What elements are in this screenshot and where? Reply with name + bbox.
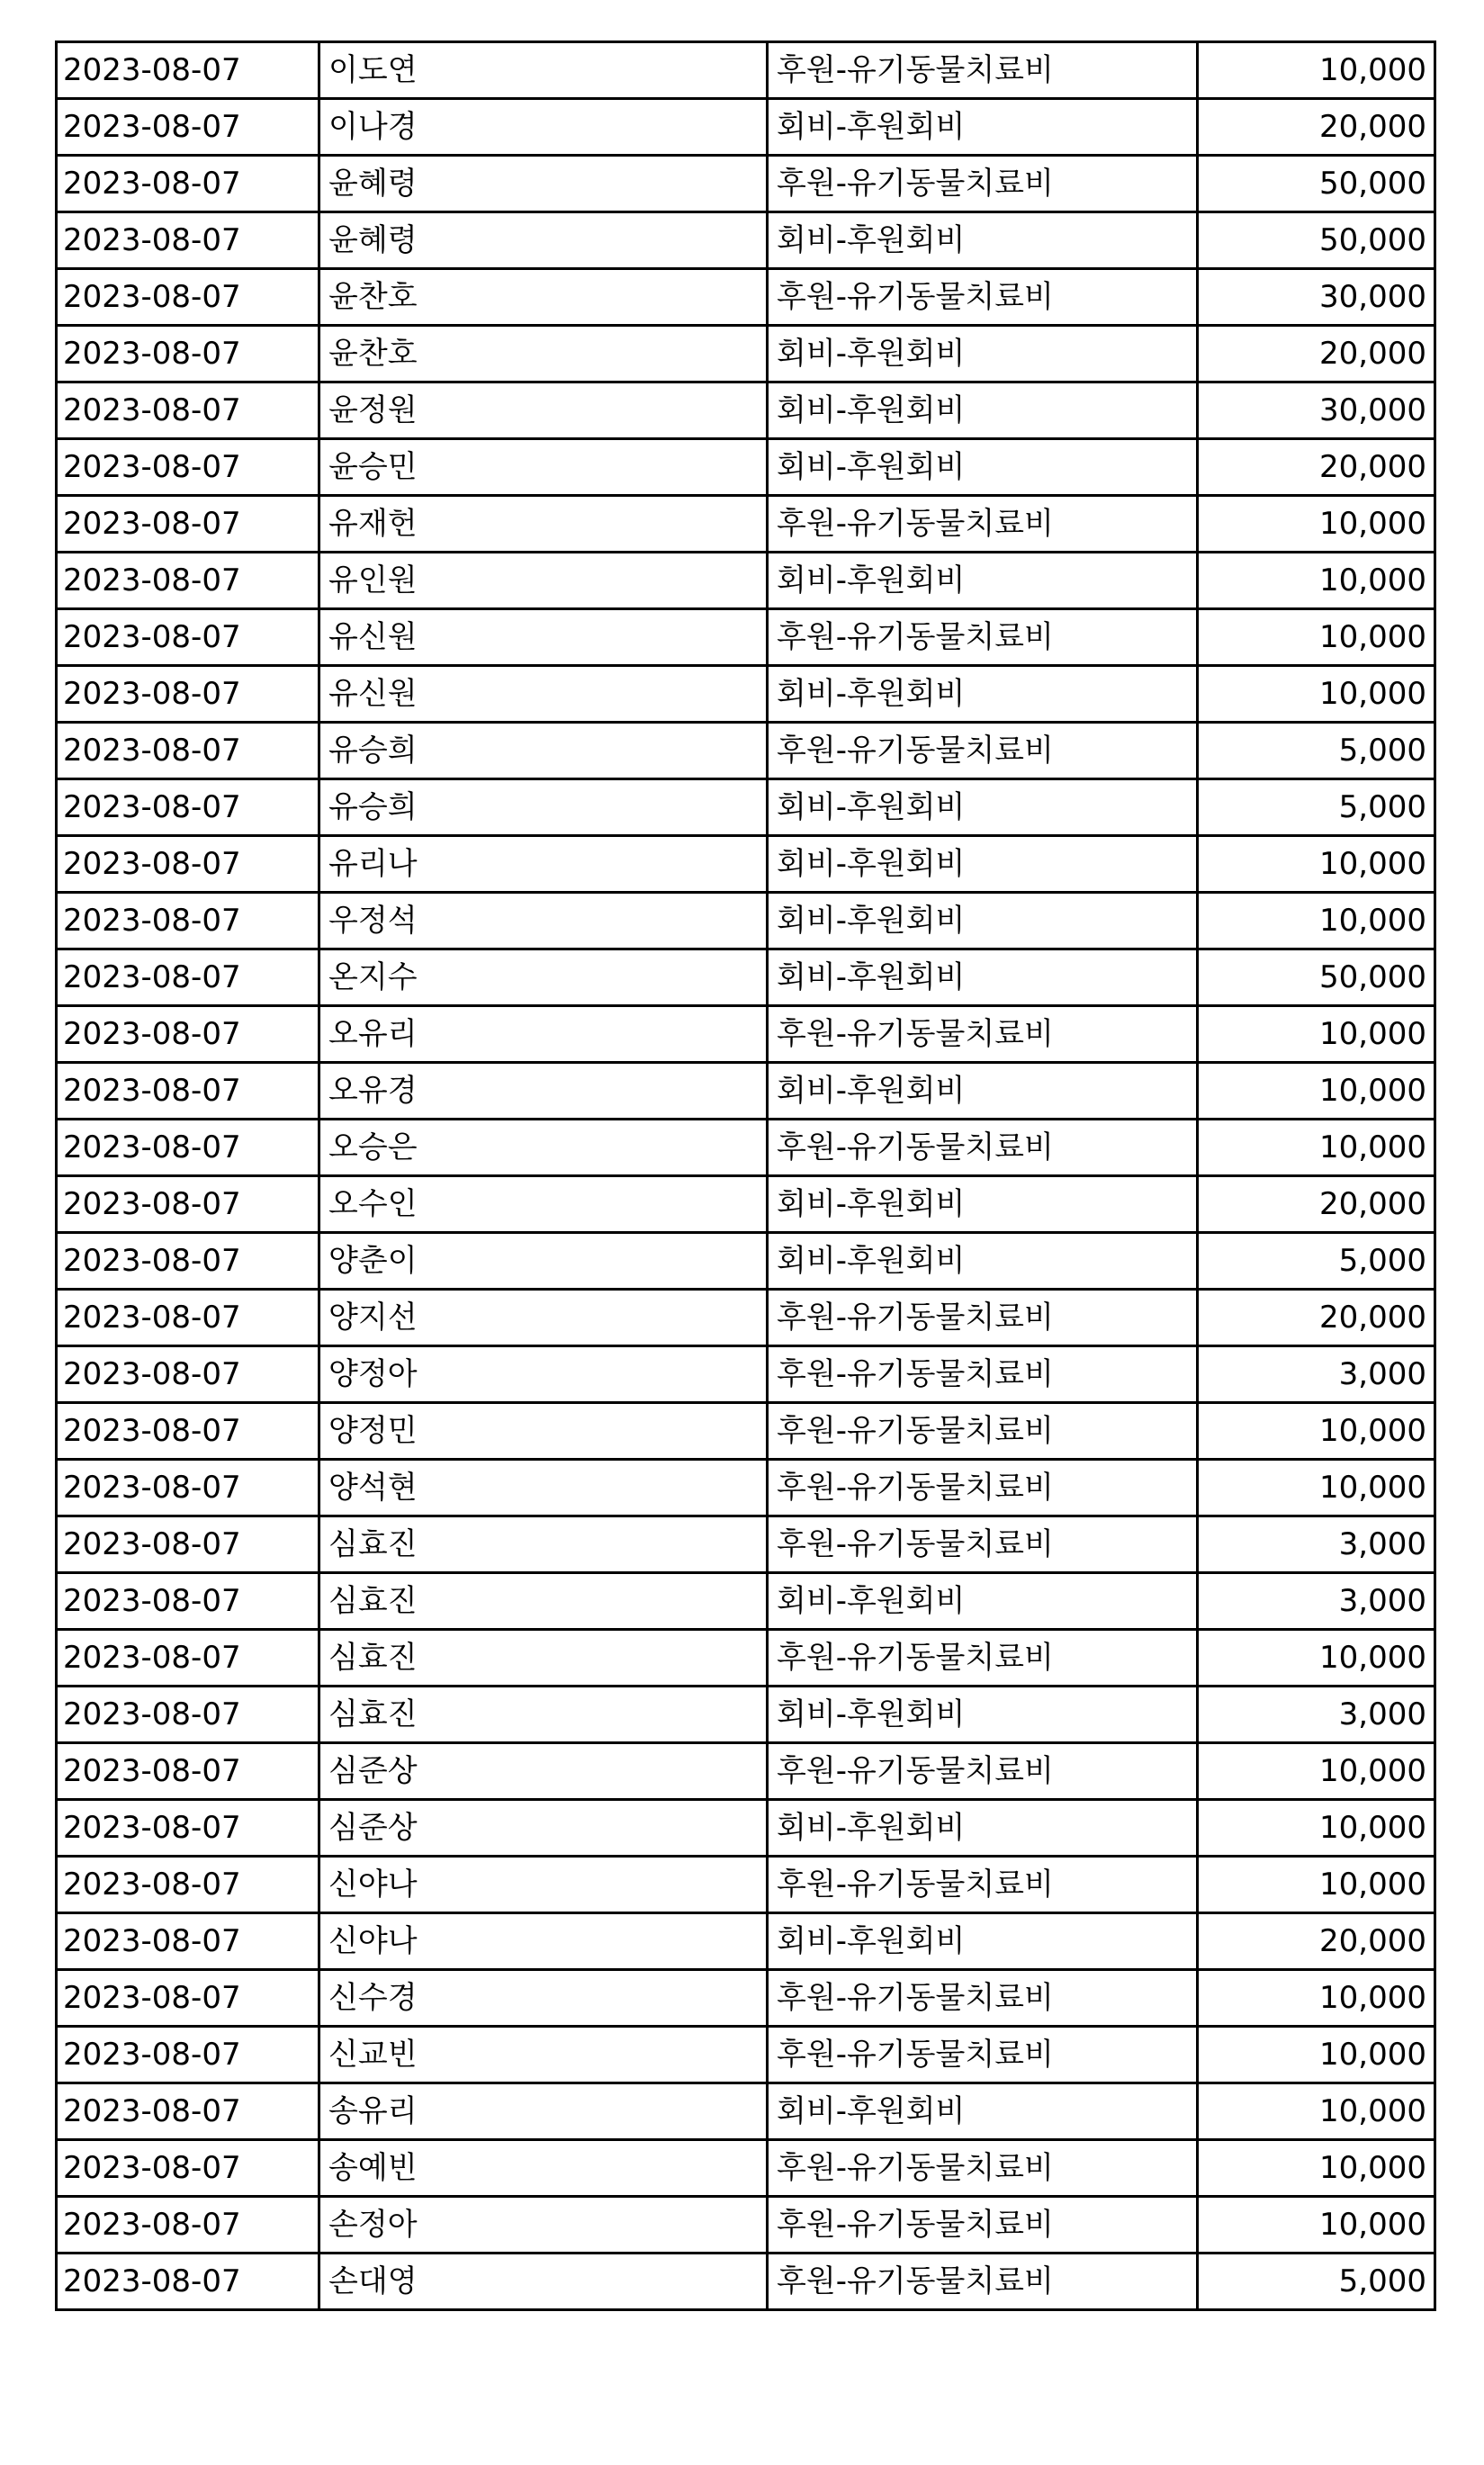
category-cell: 후원-유기동물치료비 bbox=[768, 2140, 1198, 2197]
date-cell: 2023-08-07 bbox=[57, 609, 319, 666]
amount-cell: 10,000 bbox=[1198, 1063, 1435, 1120]
donor-name-cell: 윤혜령 bbox=[319, 156, 768, 212]
date-cell: 2023-08-07 bbox=[57, 382, 319, 439]
amount-cell: 10,000 bbox=[1198, 1403, 1435, 1460]
date-cell: 2023-08-07 bbox=[57, 779, 319, 836]
amount-cell: 10,000 bbox=[1198, 2140, 1435, 2197]
donor-name-cell: 송예빈 bbox=[319, 2140, 768, 2197]
category-cell: 후원-유기동물치료비 bbox=[768, 1403, 1198, 1460]
date-cell: 2023-08-07 bbox=[57, 1290, 319, 1346]
amount-cell: 5,000 bbox=[1198, 779, 1435, 836]
donor-name-cell: 심효진 bbox=[319, 1573, 768, 1630]
table-row bbox=[57, 326, 1435, 382]
date-cell: 2023-08-07 bbox=[57, 1176, 319, 1233]
date-cell: 2023-08-07 bbox=[57, 2140, 319, 2197]
category-cell: 회비-후원회비 bbox=[768, 2083, 1198, 2140]
table-row bbox=[57, 1460, 1435, 1516]
category-cell: 후원-유기동물치료비 bbox=[768, 2254, 1198, 2310]
donor-name-cell: 송유리 bbox=[319, 2083, 768, 2140]
category-cell: 회비-후원회비 bbox=[768, 836, 1198, 893]
donor-name-cell: 윤정원 bbox=[319, 382, 768, 439]
table-row bbox=[57, 949, 1435, 1006]
date-cell: 2023-08-07 bbox=[57, 99, 319, 156]
table-row bbox=[57, 496, 1435, 553]
date-cell: 2023-08-07 bbox=[57, 553, 319, 609]
amount-cell: 10,000 bbox=[1198, 609, 1435, 666]
category-cell: 회비-후원회비 bbox=[768, 1800, 1198, 1857]
amount-cell: 10,000 bbox=[1198, 42, 1435, 99]
date-cell: 2023-08-07 bbox=[57, 1970, 319, 2027]
amount-cell: 10,000 bbox=[1198, 1857, 1435, 1913]
amount-cell: 10,000 bbox=[1198, 1006, 1435, 1063]
category-cell: 후원-유기동물치료비 bbox=[768, 2027, 1198, 2083]
table-row bbox=[57, 1857, 1435, 1913]
category-cell: 후원-유기동물치료비 bbox=[768, 1006, 1198, 1063]
amount-cell: 5,000 bbox=[1198, 2254, 1435, 2310]
amount-cell: 3,000 bbox=[1198, 1687, 1435, 1743]
table-row bbox=[57, 212, 1435, 269]
date-cell: 2023-08-07 bbox=[57, 1573, 319, 1630]
amount-cell: 10,000 bbox=[1198, 836, 1435, 893]
date-cell: 2023-08-07 bbox=[57, 666, 319, 723]
donor-name-cell: 유신원 bbox=[319, 666, 768, 723]
table-row bbox=[57, 382, 1435, 439]
donor-name-cell: 신야나 bbox=[319, 1857, 768, 1913]
category-cell: 회비-후원회비 bbox=[768, 893, 1198, 949]
amount-cell: 10,000 bbox=[1198, 496, 1435, 553]
donor-name-cell: 윤혜령 bbox=[319, 212, 768, 269]
donor-name-cell: 심효진 bbox=[319, 1516, 768, 1573]
amount-cell: 5,000 bbox=[1198, 723, 1435, 779]
table-row bbox=[57, 1290, 1435, 1346]
category-cell: 후원-유기동물치료비 bbox=[768, 1290, 1198, 1346]
amount-cell: 3,000 bbox=[1198, 1346, 1435, 1403]
table-row bbox=[57, 609, 1435, 666]
table-row bbox=[57, 1800, 1435, 1857]
donor-name-cell: 윤승민 bbox=[319, 439, 768, 496]
category-cell: 후원-유기동물치료비 bbox=[768, 496, 1198, 553]
donor-name-cell: 오유리 bbox=[319, 1006, 768, 1063]
amount-cell: 3,000 bbox=[1198, 1573, 1435, 1630]
category-cell: 회비-후원회비 bbox=[768, 439, 1198, 496]
donor-name-cell: 심준상 bbox=[319, 1800, 768, 1857]
category-cell: 후원-유기동물치료비 bbox=[768, 1120, 1198, 1176]
category-cell: 후원-유기동물치료비 bbox=[768, 1970, 1198, 2027]
date-cell: 2023-08-07 bbox=[57, 949, 319, 1006]
date-cell: 2023-08-07 bbox=[57, 2083, 319, 2140]
table-row bbox=[57, 1970, 1435, 2027]
donor-name-cell: 윤찬호 bbox=[319, 269, 768, 326]
donor-name-cell: 양정민 bbox=[319, 1403, 768, 1460]
table-row bbox=[57, 2254, 1435, 2310]
amount-cell: 20,000 bbox=[1198, 99, 1435, 156]
amount-cell: 50,000 bbox=[1198, 212, 1435, 269]
table-row bbox=[57, 2027, 1435, 2083]
table-row bbox=[57, 1403, 1435, 1460]
date-cell: 2023-08-07 bbox=[57, 2254, 319, 2310]
category-cell: 후원-유기동물치료비 bbox=[768, 1516, 1198, 1573]
table-row bbox=[57, 269, 1435, 326]
category-cell: 회비-후원회비 bbox=[768, 212, 1198, 269]
donor-name-cell: 유신원 bbox=[319, 609, 768, 666]
category-cell: 후원-유기동물치료비 bbox=[768, 42, 1198, 99]
donor-name-cell: 유재헌 bbox=[319, 496, 768, 553]
amount-cell: 20,000 bbox=[1198, 1913, 1435, 1970]
table-row bbox=[57, 439, 1435, 496]
category-cell: 회비-후원회비 bbox=[768, 553, 1198, 609]
table-row bbox=[57, 1176, 1435, 1233]
ledger-body bbox=[57, 42, 1435, 2310]
category-cell: 회비-후원회비 bbox=[768, 1233, 1198, 1290]
amount-cell: 10,000 bbox=[1198, 1460, 1435, 1516]
category-cell: 후원-유기동물치료비 bbox=[768, 1857, 1198, 1913]
date-cell: 2023-08-07 bbox=[57, 269, 319, 326]
amount-cell: 20,000 bbox=[1198, 326, 1435, 382]
amount-cell: 30,000 bbox=[1198, 382, 1435, 439]
date-cell: 2023-08-07 bbox=[57, 1743, 319, 1800]
donor-name-cell: 우정석 bbox=[319, 893, 768, 949]
amount-cell: 50,000 bbox=[1198, 949, 1435, 1006]
date-cell: 2023-08-07 bbox=[57, 836, 319, 893]
category-cell: 후원-유기동물치료비 bbox=[768, 1743, 1198, 1800]
date-cell: 2023-08-07 bbox=[57, 1403, 319, 1460]
category-cell: 회비-후원회비 bbox=[768, 779, 1198, 836]
donor-name-cell: 심효진 bbox=[319, 1630, 768, 1687]
date-cell: 2023-08-07 bbox=[57, 496, 319, 553]
date-cell: 2023-08-07 bbox=[57, 156, 319, 212]
table-row bbox=[57, 42, 1435, 99]
date-cell: 2023-08-07 bbox=[57, 1120, 319, 1176]
date-cell: 2023-08-07 bbox=[57, 1006, 319, 1063]
date-cell: 2023-08-07 bbox=[57, 1630, 319, 1687]
amount-cell: 10,000 bbox=[1198, 2083, 1435, 2140]
donation-ledger-table bbox=[55, 40, 1436, 2311]
date-cell: 2023-08-07 bbox=[57, 1516, 319, 1573]
date-cell: 2023-08-07 bbox=[57, 723, 319, 779]
category-cell: 회비-후원회비 bbox=[768, 1573, 1198, 1630]
donor-name-cell: 양지선 bbox=[319, 1290, 768, 1346]
table-row bbox=[57, 1346, 1435, 1403]
amount-cell: 20,000 bbox=[1198, 1176, 1435, 1233]
category-cell: 회비-후원회비 bbox=[768, 1913, 1198, 1970]
donor-name-cell: 심준상 bbox=[319, 1743, 768, 1800]
date-cell: 2023-08-07 bbox=[57, 439, 319, 496]
date-cell: 2023-08-07 bbox=[57, 1913, 319, 1970]
date-cell: 2023-08-07 bbox=[57, 1460, 319, 1516]
donor-name-cell: 손대영 bbox=[319, 2254, 768, 2310]
donor-name-cell: 신수경 bbox=[319, 1970, 768, 2027]
date-cell: 2023-08-07 bbox=[57, 1800, 319, 1857]
amount-cell: 10,000 bbox=[1198, 553, 1435, 609]
date-cell: 2023-08-07 bbox=[57, 212, 319, 269]
category-cell: 후원-유기동물치료비 bbox=[768, 156, 1198, 212]
donor-name-cell: 손정아 bbox=[319, 2197, 768, 2254]
table-row bbox=[57, 553, 1435, 609]
category-cell: 회비-후원회비 bbox=[768, 1687, 1198, 1743]
donor-name-cell: 오유경 bbox=[319, 1063, 768, 1120]
table-row bbox=[57, 1233, 1435, 1290]
table-row bbox=[57, 1573, 1435, 1630]
donor-name-cell: 온지수 bbox=[319, 949, 768, 1006]
amount-cell: 30,000 bbox=[1198, 269, 1435, 326]
table-row bbox=[57, 893, 1435, 949]
table-row bbox=[57, 723, 1435, 779]
category-cell: 회비-후원회비 bbox=[768, 99, 1198, 156]
category-cell: 회비-후원회비 bbox=[768, 382, 1198, 439]
date-cell: 2023-08-07 bbox=[57, 2027, 319, 2083]
amount-cell: 10,000 bbox=[1198, 1800, 1435, 1857]
date-cell: 2023-08-07 bbox=[57, 1687, 319, 1743]
category-cell: 후원-유기동물치료비 bbox=[768, 269, 1198, 326]
table-row bbox=[57, 1630, 1435, 1687]
amount-cell: 10,000 bbox=[1198, 666, 1435, 723]
donor-name-cell: 유인원 bbox=[319, 553, 768, 609]
category-cell: 후원-유기동물치료비 bbox=[768, 2197, 1198, 2254]
table-row bbox=[57, 1063, 1435, 1120]
table-row bbox=[57, 1120, 1435, 1176]
date-cell: 2023-08-07 bbox=[57, 1063, 319, 1120]
category-cell: 후원-유기동물치료비 bbox=[768, 1630, 1198, 1687]
table-row bbox=[57, 1687, 1435, 1743]
table-row bbox=[57, 99, 1435, 156]
donor-name-cell: 양석현 bbox=[319, 1460, 768, 1516]
category-cell: 회비-후원회비 bbox=[768, 666, 1198, 723]
donor-name-cell: 유리나 bbox=[319, 836, 768, 893]
table-row bbox=[57, 1913, 1435, 1970]
donor-name-cell: 양춘이 bbox=[319, 1233, 768, 1290]
category-cell: 회비-후원회비 bbox=[768, 949, 1198, 1006]
table-row bbox=[57, 2140, 1435, 2197]
amount-cell: 20,000 bbox=[1198, 1290, 1435, 1346]
table-row bbox=[57, 836, 1435, 893]
date-cell: 2023-08-07 bbox=[57, 2197, 319, 2254]
category-cell: 회비-후원회비 bbox=[768, 326, 1198, 382]
table-row bbox=[57, 2197, 1435, 2254]
category-cell: 후원-유기동물치료비 bbox=[768, 723, 1198, 779]
amount-cell: 20,000 bbox=[1198, 439, 1435, 496]
donor-name-cell: 윤찬호 bbox=[319, 326, 768, 382]
table-row bbox=[57, 666, 1435, 723]
donor-name-cell: 오수인 bbox=[319, 1176, 768, 1233]
donor-name-cell: 유승희 bbox=[319, 723, 768, 779]
amount-cell: 10,000 bbox=[1198, 893, 1435, 949]
amount-cell: 10,000 bbox=[1198, 1120, 1435, 1176]
date-cell: 2023-08-07 bbox=[57, 1346, 319, 1403]
table-row bbox=[57, 1516, 1435, 1573]
date-cell: 2023-08-07 bbox=[57, 1857, 319, 1913]
table-row bbox=[57, 2083, 1435, 2140]
amount-cell: 50,000 bbox=[1198, 156, 1435, 212]
date-cell: 2023-08-07 bbox=[57, 42, 319, 99]
date-cell: 2023-08-07 bbox=[57, 1233, 319, 1290]
donor-name-cell: 오승은 bbox=[319, 1120, 768, 1176]
donor-name-cell: 유승희 bbox=[319, 779, 768, 836]
table-row bbox=[57, 1743, 1435, 1800]
amount-cell: 3,000 bbox=[1198, 1516, 1435, 1573]
category-cell: 회비-후원회비 bbox=[768, 1063, 1198, 1120]
donor-name-cell: 신교빈 bbox=[319, 2027, 768, 2083]
category-cell: 회비-후원회비 bbox=[768, 1176, 1198, 1233]
amount-cell: 10,000 bbox=[1198, 1970, 1435, 2027]
date-cell: 2023-08-07 bbox=[57, 893, 319, 949]
donor-name-cell: 이도연 bbox=[319, 42, 768, 99]
donor-name-cell: 이나경 bbox=[319, 99, 768, 156]
amount-cell: 10,000 bbox=[1198, 1630, 1435, 1687]
table-row bbox=[57, 779, 1435, 836]
donor-name-cell: 신야나 bbox=[319, 1913, 768, 1970]
category-cell: 후원-유기동물치료비 bbox=[768, 1460, 1198, 1516]
amount-cell: 10,000 bbox=[1198, 1743, 1435, 1800]
amount-cell: 10,000 bbox=[1198, 2027, 1435, 2083]
date-cell: 2023-08-07 bbox=[57, 326, 319, 382]
donor-name-cell: 심효진 bbox=[319, 1687, 768, 1743]
amount-cell: 10,000 bbox=[1198, 2197, 1435, 2254]
table-row bbox=[57, 156, 1435, 212]
category-cell: 후원-유기동물치료비 bbox=[768, 1346, 1198, 1403]
table-row bbox=[57, 1006, 1435, 1063]
amount-cell: 5,000 bbox=[1198, 1233, 1435, 1290]
donor-name-cell: 양정아 bbox=[319, 1346, 768, 1403]
category-cell: 후원-유기동물치료비 bbox=[768, 609, 1198, 666]
